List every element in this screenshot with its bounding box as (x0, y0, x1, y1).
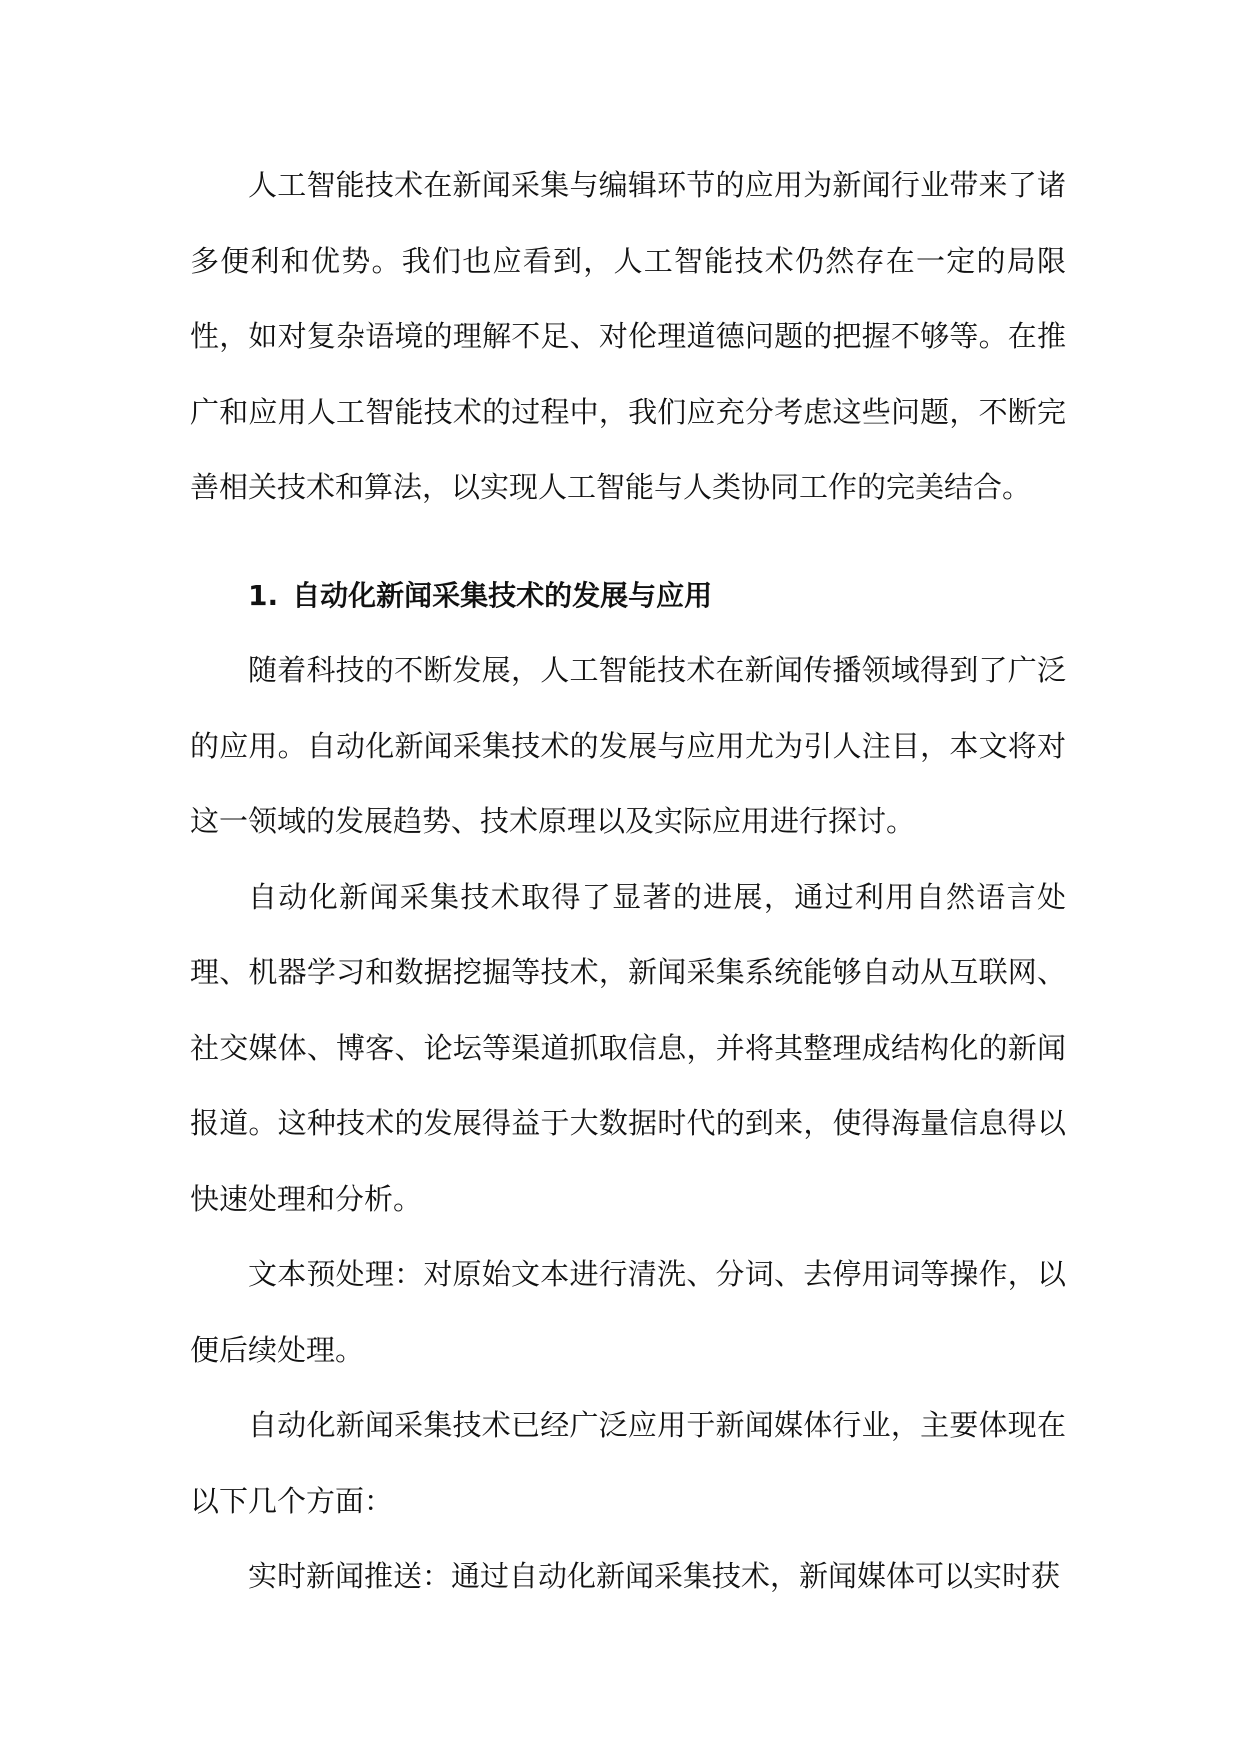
body-paragraph-3: 文本预处理：对原始文本进行清洗、分词、去停用词等操作，以便后续处理。 (190, 1257, 1066, 1367)
section-number: 1. (248, 578, 279, 612)
body-paragraph-2: 自动化新闻采集技术取得了显著的进展，通过利用自然语言处理、机器学习和数据挖掘等技术，新闻采集系统能够自动从互联网、社交媒体、博客、论坛等渠道抓取信息，并将其整理成结构化的新闻报道。这种技术的发展得益于大数据时代的到来，使得海量信息得以快速处理和分析。 (190, 879, 1066, 1216)
document-body (190, 148, 1066, 1615)
intro-paragraph: 人工智能技术在新闻采集与编辑环节的应用为新闻行业带来了诸多便利和优势。我们也应看到，人工智能技术仍然存在一定的局限性，如对复杂语境的理解不足、对伦理道德问题的把握不够等。在推广和应用人工智能技术的过程中，我们应充分考虑这些问题，不断完善相关技术和算法，以实现人工智能与人类协同工作的完美结合。 (190, 168, 1066, 504)
section-heading (190, 558, 1066, 634)
body-paragraph-4: 自动化新闻采集技术已经广泛应用于新闻媒体行业，主要体现在以下几个方面： (190, 1408, 1066, 1518)
body-paragraph-5: 实时新闻推送：通过自动化新闻采集技术，新闻媒体可以实时获 (248, 1559, 1061, 1593)
section-title: 自动化新闻采集技术的发展与应用 (292, 578, 713, 612)
body-paragraph-1: 随着科技的不断发展，人工智能技术在新闻传播领域得到了广泛的应用。自动化新闻采集技术的发展与应用尤为引人注目，本文将对这一领域的发展趋势、技术原理以及实际应用进行探讨。 (190, 653, 1066, 838)
